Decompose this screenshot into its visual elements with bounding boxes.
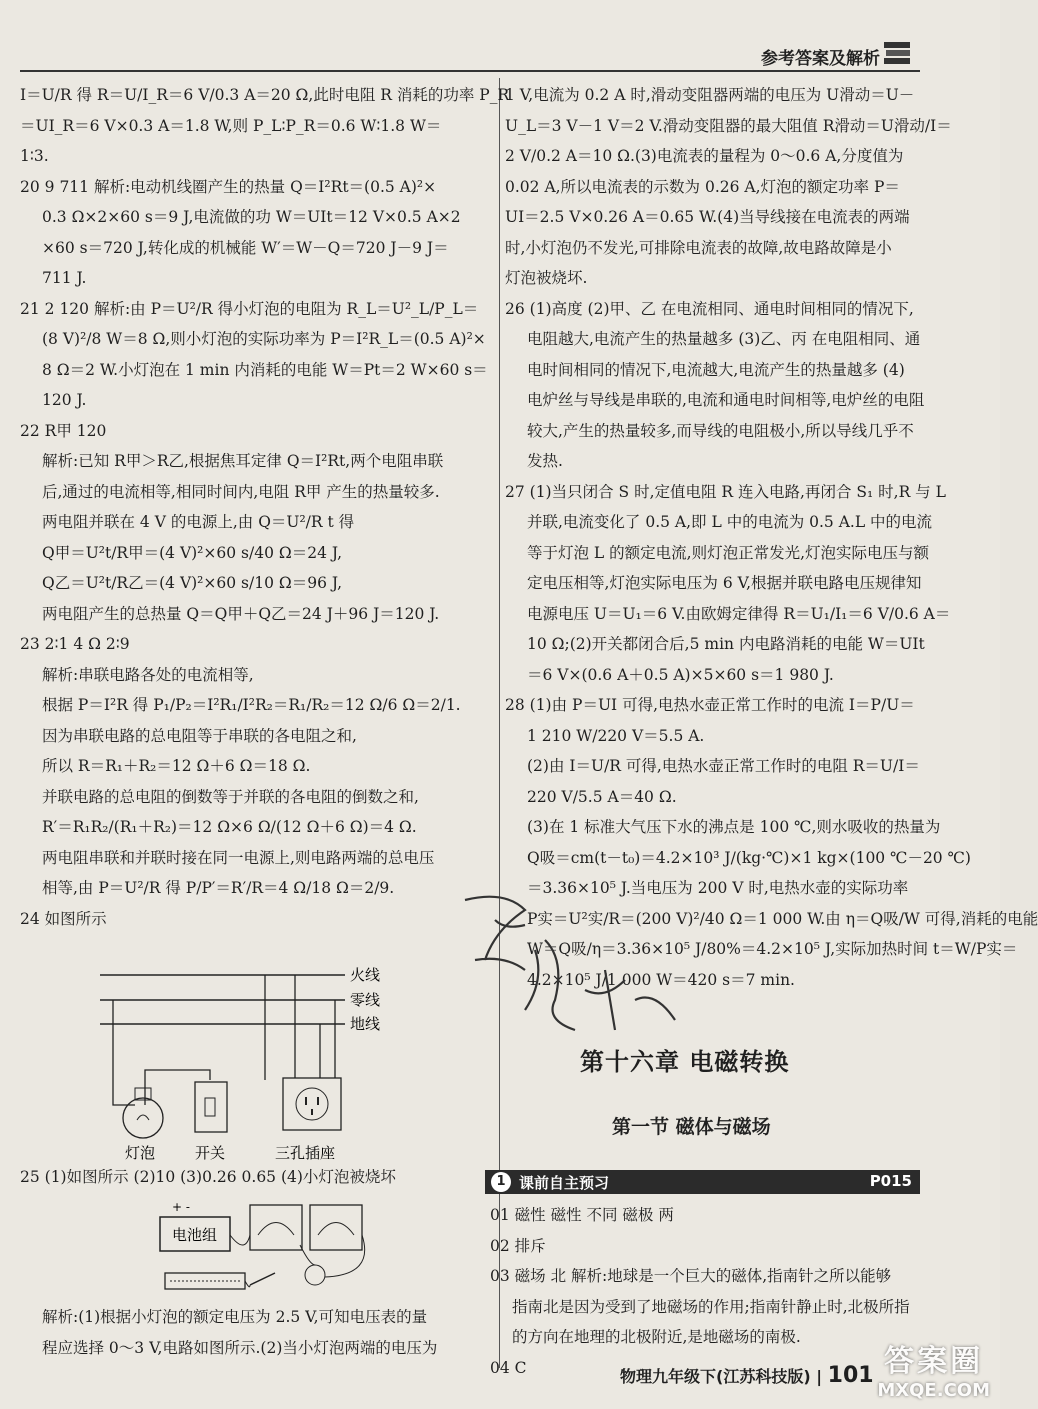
label-ground-wire: 地线 [350,1015,381,1033]
text-line: 1 V,电流为 0.2 A 时,滑动变阻器两端的电压为 U滑动＝U－ [505,86,915,104]
text-line: U_L＝3 V－1 V＝2 V.滑动变阻器的最大阻值 R滑动＝U滑动/I＝ [505,116,952,135]
label-neutral-wire: 零线 [350,991,381,1009]
text-line: 指南北是因为受到了地磁场的作用;指南针静止时,北极所指 [512,1297,910,1316]
section-title: 第一节 磁体与磁场 [612,1116,771,1138]
text-line: 因为串联电路的总电阻等于串联的各电阻之和, [42,726,357,745]
ammeter-icon [250,1205,302,1250]
handwriting-marks [455,880,695,1060]
text-line: ×60 s＝720 J,转化成的机械能 W′＝W－Q＝720 J－9 J＝ [42,238,449,257]
text-line: 电阻越大,电流产生的热量越多 (3)乙、丙 在电阻相同、通 [527,330,921,348]
battery-plus-minus: + - [172,1200,190,1214]
text-line: 26 (1)高度 (2)甲、乙 在电流相同、通电时间相同的情况下, [505,299,914,318]
text-line: 2 V/0.2 A＝10 Ω.(3)电流表的量程为 0～0.6 A,分度值为 [505,147,904,165]
text-line: 0.02 A,所以电流表的示数为 0.26 A,灯泡的额定功率 P＝ [505,177,900,196]
label-switch: 开关 [195,1144,226,1162]
text-line: P实＝U²实/R＝(200 V)²/40 Ω＝1 000 W.由 η＝Q吸/W 可得,消耗的电能 [527,909,1038,928]
text-line: 定电压相等,灯泡实际电压为 6 V,根据并联电路电压规律知 [527,574,922,592]
text-line: 两电阻产生的总热量 Q＝Q甲＋Q乙＝24 J＋96 J＝120 J. [42,604,440,623]
chapter-title: 第十六章 电磁转换 [580,1048,790,1076]
household-circuit-figure [95,960,435,1170]
text-line: 220 V/5.5 A＝40 Ω. [527,787,677,806]
bulb-icon [305,1265,325,1285]
preview-bar-title: 课前自主预习 [519,1174,610,1192]
text-line: 21 2 120 解析:由 P＝U²/R 得小灯泡的电阻为 R_L＝U²_L/P_L＝ [20,299,479,318]
text-line: 02 排斥 [490,1236,546,1255]
text-line: UI＝2.5 V×0.26 A＝0.65 W.(4)当导线接在电流表的两端 [505,208,910,226]
text-line: 电源电压 U＝U₁＝6 V.由欧姆定律得 R＝U₁/I₁＝6 V/0.6 A＝ [527,604,951,623]
text-line: 1 210 W/220 V＝5.5 A. [527,726,705,745]
text-line: 04 C [490,1358,527,1377]
text-line: 的方向在地理的北极附近,是地磁场的南极. [512,1328,801,1346]
label-socket: 三孔插座 [275,1144,336,1162]
text-line: 120 J. [42,391,87,409]
bulb-icon [123,1098,163,1138]
text-line: 0.3 Ω×2×60 s＝9 J,电流做的功 W＝UIt＝12 V×0.5 A×2 [42,208,461,226]
text-line: (8 V)²/8 W＝8 Ω,则小灯泡的实际功率为 P＝I²R_L＝(0.5 A)²× [42,330,486,348]
text-line: I＝U/R 得 R＝U/I_R＝6 V/0.3 A＝20 Ω,此时电阻 R 消耗的功率 P_R [20,86,510,104]
text-line: (2)由 I＝U/R 可得,电热水壶正常工作时的电阻 R＝U/I＝ [527,757,920,775]
text-line: 22 R甲 120 [20,421,107,440]
text-line: 711 J. [42,269,87,287]
text-line: 并联电路的总电阻的倒数等于并联的各电阻的倒数之和, [42,787,419,806]
header-rule [20,70,920,72]
text-line: 相等,由 P＝U²/R 得 P/P′＝R′/R＝4 Ω/18 Ω＝2/9. [42,879,395,897]
voltmeter-icon [310,1205,362,1250]
text-line: 解析:串联电路各处的电流相等, [42,665,254,684]
text-line: 灯泡被烧坏. [505,269,588,287]
text-line: 电炉丝与导线是串联的,电流和通电时间相等,电炉丝的电阻 [527,391,925,409]
preview-bar-page: P015 [869,1172,912,1190]
switch-icon [195,1082,227,1132]
text-line: 解析:已知 R甲＞R乙,根据焦耳定律 Q＝I²Rt,两个电阻串联 [42,452,444,470]
text-line: 01 磁性 磁性 不同 磁极 两 [490,1206,674,1224]
watermark-bottom: MXQE.COM [877,1380,990,1401]
text-line: 27 (1)当只闭合 S 时,定值电阻 R 连入电路,再闭合 S₁ 时,R 与 L [505,482,946,501]
q25-answer: 25 (1)如图所示 (2)10 (3)0.26 0.65 (4)小灯泡被烧坏 [20,1168,396,1186]
text-line: 两电阻并联在 4 V 的电源上,由 Q＝U²/R t 得 [42,513,355,531]
page-number: 101 [827,1363,874,1388]
watermark-top: 答案圈 [884,1344,984,1379]
text-line: 后,通过的电流相等,相同时间内,电阻 R甲 产生的热量较多. [42,482,440,501]
text-line: 并联,电流变化了 0.5 A,即 L 中的电流为 0.5 A.L 中的电流 [527,513,933,531]
right-column [505,80,1038,995]
text-line: 03 磁场 北 解析:地球是一个巨大的磁体,指南针之所以能够 [490,1267,892,1285]
footer-book-title: 物理九年级下(江苏科技版) [620,1367,811,1386]
text-line: 等于灯泡 L 的额定电流,则灯泡正常发光,灯泡实际电压与额 [527,543,930,562]
text-line: R′＝R₁R₂/(R₁＋R₂)＝12 Ω×6 Ω/(12 Ω＋6 Ω)＝4 Ω. [42,818,417,836]
text-line: Q吸＝cm(t－t₀)＝4.2×10³ J/(kg·℃)×1 kg×(100 ℃－20 ℃) [527,848,971,867]
text-line: 电时间相同的情况下,电流越大,电流产生的热量越多 (4) [527,360,905,379]
books-icon [882,38,912,68]
battery-label: 电池组 [172,1226,218,1244]
text-line: 8 Ω＝2 W.小灯泡在 1 min 内消耗的电能 W＝Pt＝2 W×60 s＝ [42,360,488,379]
q25-notes [20,1302,485,1363]
text-line: 解析:(1)根据小灯泡的额定电压为 2.5 V,可知电压表的量 [42,1308,428,1326]
preview-answers [490,1200,930,1383]
text-line: Q乙＝U²t/R乙＝(4 V)²×60 s/10 Ω＝96 J, [42,574,343,592]
text-line: 24 如图所示 [20,909,107,928]
label-live-wire: 火线 [350,966,381,984]
text-line: 根据 P＝I²R 得 P₁/P₂＝I²R₁/I²R₂＝R₁/R₂＝12 Ω/6 Ω＝2/1. [42,696,461,714]
text-line: 10 Ω;(2)开关都闭合后,5 min 内电路消耗的电能 W＝UIt [527,635,925,653]
rheostat-icon [165,1273,245,1289]
switch-icon [250,1273,275,1285]
text-line: 程应选择 0～3 V,电路如图所示.(2)当小灯泡两端的电压为 [42,1338,438,1357]
label-bulb: 灯泡 [125,1144,156,1162]
socket-icon [283,1078,341,1130]
text-line: 两电阻串联和并联时接在同一电源上,则电路两端的总电压 [42,848,435,867]
text-line: Q甲＝U²t/R甲＝(4 V)²×60 s/40 Ω＝24 J, [42,543,343,562]
experiment-figure [150,1195,400,1305]
text-line: ＝UI_R＝6 V×0.3 A＝1.8 W,则 P_L∶P_R＝0.6 W∶1.8 W＝ [20,116,442,135]
text-line: W＝Q吸/η＝3.36×10⁵ J/80%＝4.2×10⁵ J,实际加热时间 t＝W/P实＝ [527,940,1018,958]
left-column [20,80,510,934]
header-title: 参考答案及解析 [761,49,880,69]
text-line: 所以 R＝R₁＋R₂＝12 Ω＋6 Ω＝18 Ω. [42,757,311,775]
text-line: 4.2×10⁵ J/1 000 W＝420 s＝7 min. [527,970,795,989]
text-line: 20 9 711 解析:电动机线圈产生的热量 Q＝I²Rt＝(0.5 A)²× [20,177,437,196]
text-line: 发热. [527,452,563,470]
preview-bar [485,1170,920,1194]
text-line: (3)在 1 标准大气压下水的沸点是 100 ℃,则水吸收的热量为 [527,818,941,836]
section-number-badge: 1 [491,1172,511,1192]
text-line: ＝6 V×(0.6 A＋0.5 A)×5×60 s＝1 980 J. [527,665,834,684]
text-line: 较大,产生的热量较多,而导线的电阻极小,所以导线几乎不 [527,421,914,440]
text-line: 时,小灯泡仍不发光,可排除电流表的故障,故电路故障是小 [505,238,892,257]
text-line: 1∶3. [20,147,49,165]
footer: 物理九年级下(江苏科技版) | 101 [620,1363,874,1388]
text-line: 23 2∶1 4 Ω 2∶9 [20,635,130,653]
watermark [877,1336,990,1401]
text-line: 28 (1)由 P＝UI 可得,电热水壶正常工作时的电流 I＝P/U＝ [505,696,915,714]
text-line: ＝3.36×10⁵ J.当电压为 200 V 时,电热水壶的实际功率 [527,879,909,897]
